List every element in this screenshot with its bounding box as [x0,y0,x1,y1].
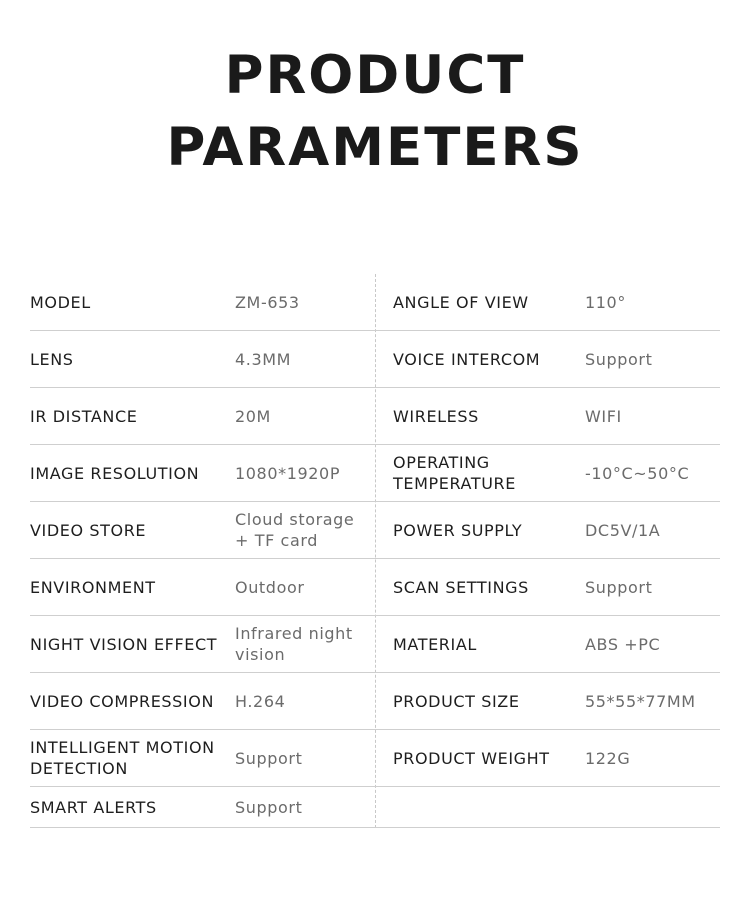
page-title-line-1: PRODUCT [224,45,526,106]
param-label: VIDEO STORE [30,520,147,540]
param-value: 1080*1920P [235,463,341,483]
param-value: 4.3MM [235,349,292,369]
param-value: Support [235,797,303,817]
param-value: H.264 [235,691,286,711]
param-value: 20M [235,406,271,426]
table-row [30,787,720,828]
param-value: 110° [585,292,626,312]
param-label: WIRELESS [393,406,479,426]
param-label: POWER SUPPLY [393,520,523,540]
table-row [30,331,720,388]
param-label: PRODUCT SIZE [393,691,520,711]
table-row [30,502,720,559]
param-value: Cloud storage + TF card [235,510,355,550]
param-value: DC5V/1A [585,520,661,540]
param-label: OPERATING TEMPERATURE [393,453,516,493]
param-label [393,787,578,827]
param-value: Support [235,748,303,768]
param-label: ANGLE OF VIEW [393,292,529,312]
table-row [30,274,720,331]
param-value: ZM-653 [235,292,300,312]
param-label: IMAGE RESOLUTION [30,463,200,483]
param-label: LENS [30,349,74,369]
param-value: 55*55*77MM [585,691,696,711]
param-label: SMART ALERTS [30,797,157,817]
param-label: NIGHT VISION EFFECT [30,634,218,654]
param-label: SCAN SETTINGS [393,577,529,597]
page-title-line-2: PARAMETERS [166,117,584,178]
param-value: WIFI [585,406,622,426]
param-value: 122G [585,748,631,768]
param-value: -10°C~50°C [585,463,690,483]
param-value: ABS +PC [585,634,661,654]
param-label: INTELLIGENT MOTION DETECTION [30,738,215,778]
param-label: IR DISTANCE [30,406,138,426]
param-label: VOICE INTERCOM [393,349,541,369]
table-row [30,559,720,616]
param-label: MATERIAL [393,634,477,654]
param-value [585,787,720,827]
param-label: MODEL [30,292,91,312]
table-row [30,388,720,445]
table-row [30,445,720,502]
param-value: Outdoor [235,577,305,597]
param-label: VIDEO COMPRESSION [30,691,215,711]
param-label: ENVIRONMENT [30,577,156,597]
param-value: Support [585,577,653,597]
param-value: Support [585,349,653,369]
table-row [30,616,720,673]
table-row [30,730,720,787]
parameters-table [30,274,720,828]
param-value: Infrared night vision [235,624,353,664]
param-label: PRODUCT WEIGHT [393,748,550,768]
table-row [30,673,720,730]
